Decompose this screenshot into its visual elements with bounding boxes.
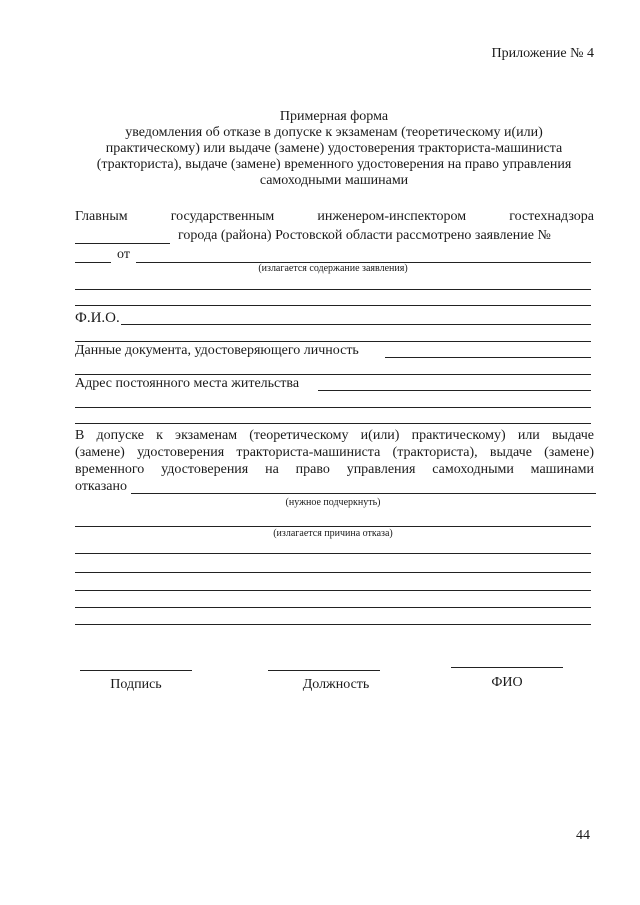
refusal-hint-reason: (излагается причина отказа) [273,528,393,539]
city-blank-line [75,243,170,244]
refusal-line [131,493,596,494]
title-line-2: уведомления об отказе в допуске к экзаменам (теоретическому и(или) [125,125,543,140]
signature-label: Подпись [110,677,162,692]
title-line-5: самоходными машинами [259,173,409,188]
refusal-line-2: (замене) удостоверения тракториста-машиниста (тракториста), выдаче (замене) [75,445,594,460]
page-number: 44 [576,828,590,843]
intro-line-2: города (района) Ростовской области рассмотрено заявление № [178,228,551,243]
intro-line-1: Главным государственным инженером-инспектором гостехнадзора [75,209,594,224]
name-line [451,667,563,668]
reason-line-4 [75,590,591,591]
refusal-line-1: В допуске к экзаменам (теоретическому и(или) практическому) или выдаче [75,428,594,443]
reason-line-3 [75,572,591,573]
refusal-hint-underline: (нужное подчеркнуть) [285,497,381,508]
id-doc-extra-line [75,374,591,375]
reason-line-5 [75,607,591,608]
address-label: Адрес постоянного места жительства [75,376,300,391]
fio-label: Ф.И.О. [75,310,120,326]
signature-line [80,670,192,671]
reason-line-1 [75,526,591,527]
reason-line-2 [75,553,591,554]
content-line-2 [75,305,591,306]
position-label: Должность [302,677,370,692]
refusal-line-3: временного удостоверения на право управления самоходными машинами [75,462,594,477]
fio-extra-line [75,341,591,342]
address-extra-line-1 [75,407,591,408]
id-doc-line [385,357,591,358]
appendix-label: Приложение № 4 [491,46,594,61]
title-line-3: практическому) или выдаче (замене) удостоверения тракториста-машиниста [105,141,563,156]
fio-line [121,324,591,325]
title-line-4: (тракториста), выдаче (замене) временного удостоверения на право управления [96,157,572,172]
name-label: ФИО [491,675,523,690]
intro-from-label: от [117,247,130,262]
title-line-1: Примерная форма [279,109,389,124]
position-line [268,670,380,671]
id-doc-label: Данные документа, удостоверяющего личность [75,343,359,358]
intro-hint: (излагается содержание заявления) [258,263,408,274]
address-extra-line-2 [75,423,591,424]
reason-line-6 [75,624,591,625]
address-line [318,390,591,391]
refusal-line-4: отказано [75,479,127,494]
content-line-1 [75,289,591,290]
